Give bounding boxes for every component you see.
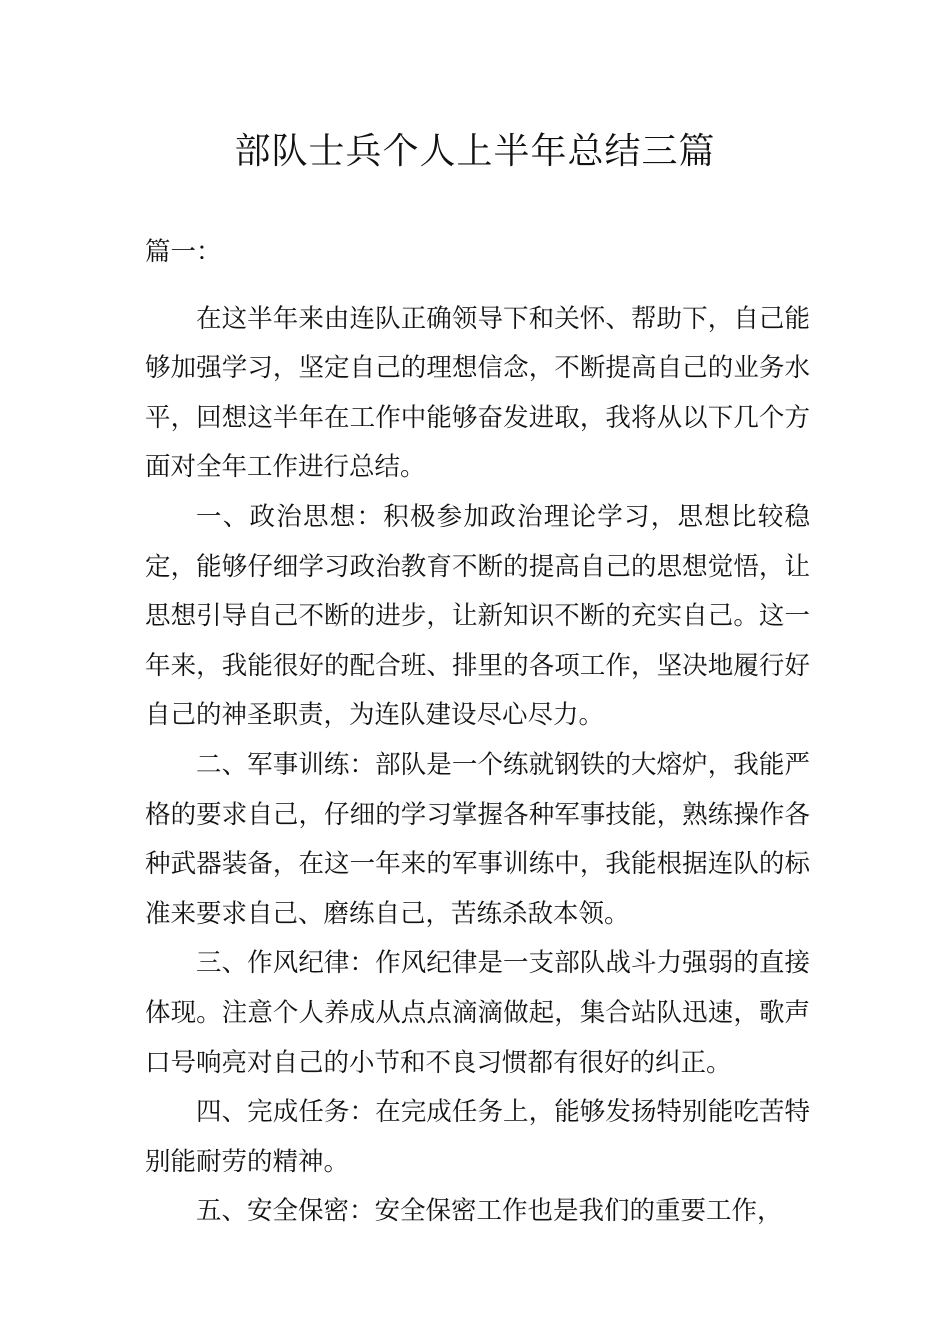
- paragraph-security: 五、安全保密：安全保密工作也是我们的重要工作，: [196, 1196, 783, 1227]
- paragraph-discipline: 三、作风纪律：作风纪律是一支部队战斗力强弱的直接体现。注意个人养成从点点滴滴做起，集合站队迅速，歌声口号响亮对自己的小节和不良习惯都有很好的纠正。: [145, 948, 810, 1078]
- paragraph-military-training: 二、军事训练：部队是一个练就钢铁的大熔炉，我能严格的要求自己，仔细的学习掌握各种军事技能，熟练操作各种武器装备，在这一年来的军事训练中，我能根据连队的标准来要求自己、磨练自己，苦练杀敌本领。: [145, 749, 810, 929]
- document-title: 部队士兵个人上半年总结三篇: [234, 131, 716, 172]
- paragraph-task-completion: 四、完成任务：在完成任务上，能够发扬特别能吃苦特别能耐劳的精神。: [145, 1097, 810, 1177]
- document-body: [145, 228, 810, 1237]
- section-label: 篇一：: [145, 237, 222, 267]
- paragraph-political-thought: 一、政治思想：积极参加政治理论学习，思想比较稳定，能够仔细学习政治教育不断的提高自己的思想觉悟，让思想引导自己不断的进步，让新知识不断的充实自己。这一年来，我能很好的配合班、排里的各项工作，坚决地履行好自己的神圣职责，为连队建设尽心尽力。: [145, 501, 810, 731]
- paragraph-intro: 在这半年来由连队正确领导下和关怀、帮助下，自己能够加强学习，坚定自己的理想信念，不断提高自己的业务水平，回想这半年在工作中能够奋发进取，我将从以下几个方面对全年工作进行总结。: [145, 303, 810, 483]
